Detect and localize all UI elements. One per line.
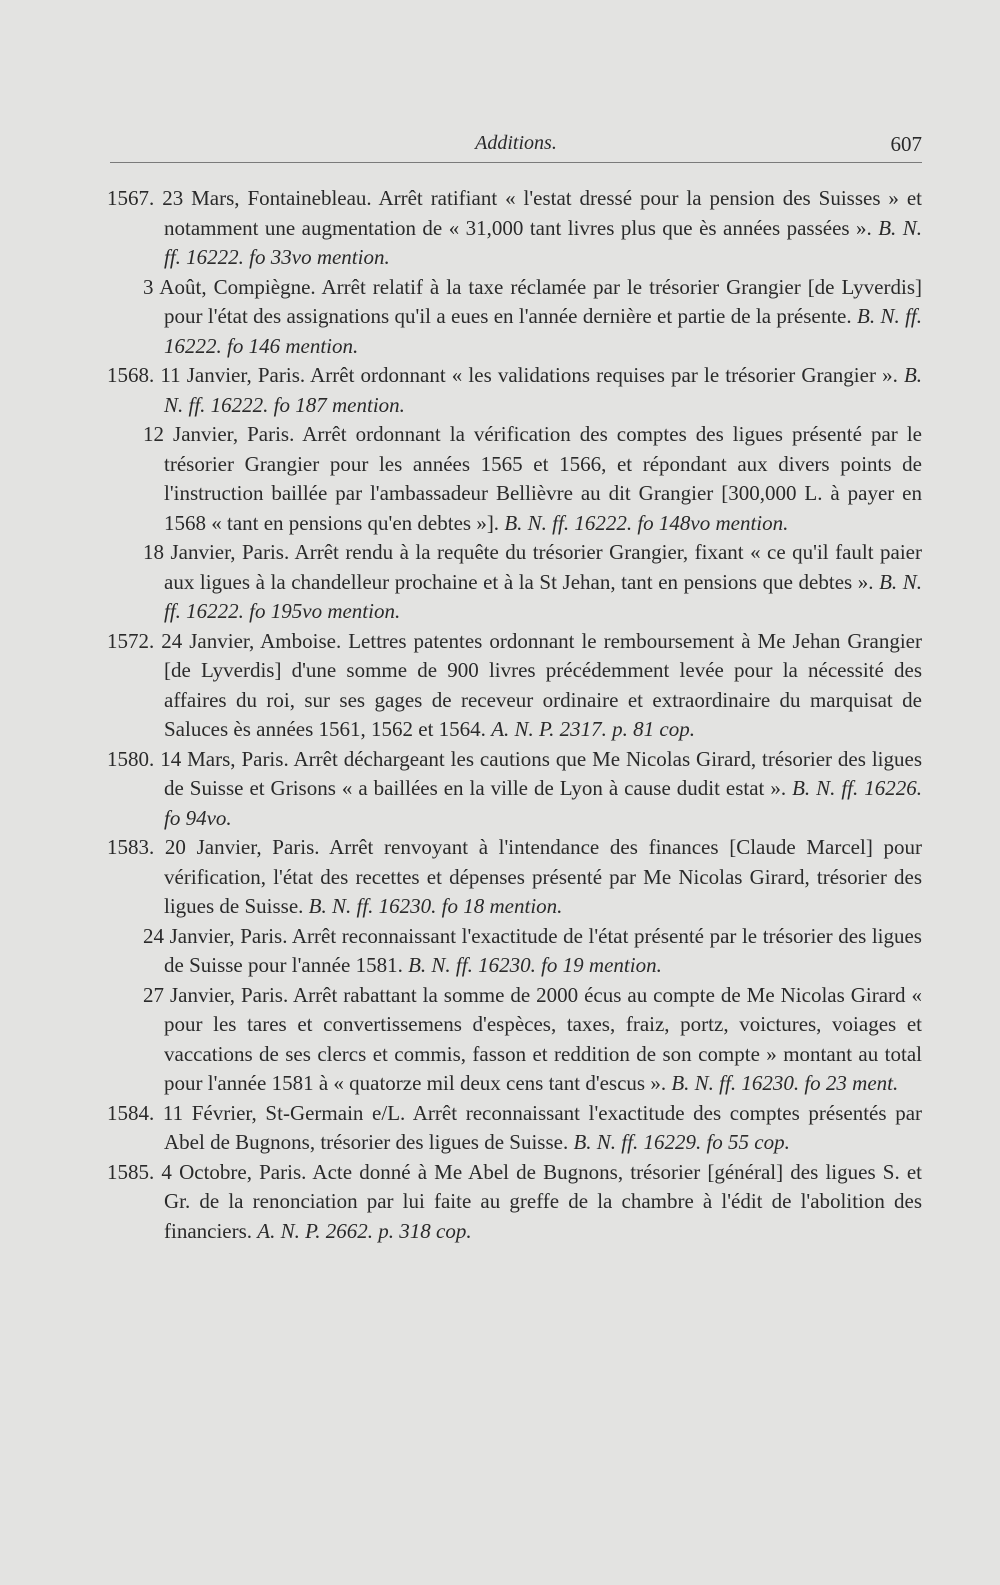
entry (107, 922, 922, 981)
entry-year: 1580. (107, 746, 155, 771)
entry-text: Lettres patentes ordonnant le remboursement à Me Jehan Grangier [de Lyverdis] d'une somme de 900 livres précédemment levée pour la nécessité des affaires du roi, sur ses gages de receveur ordinaire et extraordinaire du marquisat de Saluces ès années 1561, 1562 et 1564. (164, 628, 922, 741)
entry-text: Arrêt rendu à la requête du trésorier Grangier, fixant « ce qu'il fault paier aux ligues à la chandelleur prochaine et à la St Jehan, tant en pensions que debtes ». (164, 540, 922, 594)
entry-text: Arrêt ordonnant « les validations requises par le trésorier Grangier ». (310, 363, 898, 387)
entry-year: 1567. (107, 186, 155, 210)
entry-date: 11 Janvier, Paris. (160, 363, 306, 387)
entry-text: Arrêt ordonnant la vérification des comptes des ligues présenté par le trésorier Grangier pour les années 1565 et 1566, et répondant aux divers points de l'instruction baillée par l'ambassadeur Bellièvre au dit Grangier [300,000 L. à payer en 1568 « tant en pensions qu'en debtes »]. (164, 422, 922, 535)
running-header (110, 128, 922, 163)
entry-date: 11 Février, St-Germain e/L. (162, 1100, 406, 1125)
entry (107, 538, 922, 627)
entry-text: Arrêt déchargeant les cautions que Me Nicolas Girard, trésorier des ligues de Suisse et Grisons « a baillées en la ville de Lyon à cause dudit estat ». (164, 746, 923, 800)
entry-date: 24 Janvier, Paris. (143, 923, 288, 948)
entry-text: Arrêt reconnaissant l'exactitude de l'état présenté par le trésorier des ligues de Suisse pour l'année 1581. (164, 923, 922, 977)
entry-reference: B. N. ff. 16222. fo 195vo mention. (164, 569, 923, 623)
entry-date: 14 Mars, Paris. (160, 746, 289, 771)
entry-year: 1568. (107, 363, 155, 387)
entry-year: 1583. (107, 835, 155, 859)
entries-list (107, 184, 922, 1246)
entry-date: 12 Janvier, Paris. (143, 422, 295, 446)
entry-reference: B. N. ff. 16222. fo 148vo mention. (504, 510, 789, 535)
page-number: 607 (890, 132, 922, 156)
entry-reference: A. N. P. 2317. p. 81 cop. (491, 717, 695, 741)
entry-year: 1585. (107, 1159, 155, 1184)
entry-year: 1584. (107, 1100, 155, 1125)
entry-reference: B. N. ff. 16222. fo 146 mention. (164, 304, 923, 358)
entry (107, 1099, 922, 1158)
entry-text: Arrêt ratifiant « l'estat dressé pour la pension des Suisses » et notamment une augmentation de « 31,000 tant livres plus que ès années passées ». (164, 186, 923, 240)
entry-reference: B. N. ff. 16226. fo 94vo. (164, 776, 922, 830)
entry-date: 4 Octobre, Paris. (161, 1159, 307, 1184)
entry (107, 981, 922, 1099)
entry-date: 27 Janvier, Paris. (143, 982, 289, 1007)
entry-reference: B. N. ff. 16230. fo 23 ment. (671, 1071, 899, 1095)
entry-reference: B. N. ff. 16222. fo 33vo mention. (164, 215, 922, 269)
entry (107, 273, 922, 362)
entry-reference: B. N. ff. 16222. fo 187 mention. (164, 363, 923, 417)
entry-date: 23 Mars, Fontainebleau. (162, 186, 372, 210)
entry (107, 627, 922, 745)
entry (107, 745, 922, 834)
entry (107, 833, 922, 922)
entry-date: 20 Janvier, Paris. (164, 835, 320, 859)
entry-reference: B. N. ff. 16230. fo 18 mention. (308, 894, 563, 918)
entry (107, 1158, 922, 1247)
entry-reference: B. N. ff. 16229. fo 55 cop. (573, 1130, 790, 1154)
entry-date: 3 Août, Compiègne. (143, 274, 316, 299)
entry-text: Arrêt relatif à la taxe réclamée par le trésorier Grangier [de Lyverdis] pour l'état des assignations qu'il a eues en l'année dernière et partie de la présente. (164, 274, 922, 328)
entry-reference: A. N. P. 2662. p. 318 cop. (257, 1218, 472, 1243)
entry (107, 184, 922, 273)
entry-date: 18 Janvier, Paris. (143, 540, 290, 564)
entry (107, 420, 922, 538)
entry-date: 24 Janvier, Amboise. (161, 628, 342, 653)
entry-text: Arrêt reconnaissant l'exactitude des comptes présentés par Abel de Bugnons, trésorier des ligues de Suisse. (164, 1100, 923, 1154)
entry-text: Acte donné à Me Abel de Bugnons, trésorier [général] des ligues S. et Gr. de la renonciation par lui faite au greffe de la chambre à l'édit de l'abolition des financiers. (164, 1159, 923, 1243)
entry-year: 1572. (107, 628, 155, 653)
entry-reference: B. N. ff. 16230. fo 19 mention. (408, 953, 662, 977)
entry-text: Arrêt rabattant la somme de 2000 écus au compte de Me Nicolas Girard « pour les tares et convertissemens d'espèces, taxes, fraiz, portz, voictures, voiages et vaccations de ses clercs et commis, fasson et reddition de son compte » montant au total pour l'année 1581 à « quatorze mil deux cens tant d'escus ». (164, 982, 922, 1095)
entry (107, 361, 922, 420)
entry-text: Arrêt renvoyant à l'intendance des finances [Claude Marcel] pour vérification, l'état des recettes et dépenses présenté par Me Nicolas Girard, trésorier des ligues de Suisse. (164, 835, 922, 918)
running-title: Additions. (475, 132, 557, 154)
